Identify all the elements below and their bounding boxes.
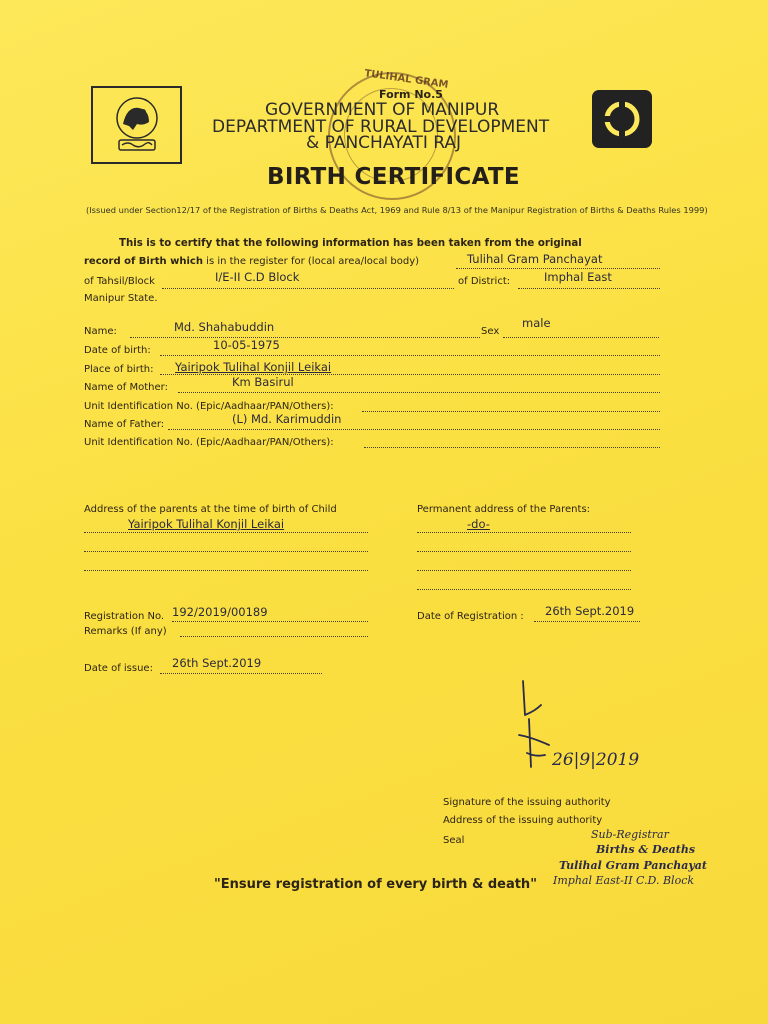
birth-address-line-2 bbox=[84, 551, 368, 552]
pob-label: Place of birth: bbox=[84, 364, 154, 375]
certify-register-text: is in the register for (local area/local body) bbox=[206, 256, 420, 267]
issue-date-label: Date of issue: bbox=[84, 663, 153, 674]
local-body-line bbox=[456, 268, 660, 269]
signature-label: Signature of the issuing authority bbox=[443, 797, 611, 808]
issued-under-note: (Issued under Section12/17 of the Registration of Births & Deaths Act, 1969 and Rule 8/13 of the Manipur Registration of Births & Deaths Rules 1999) bbox=[86, 205, 708, 215]
state-text: Manipur State. bbox=[84, 293, 158, 304]
issue-date-value: 26th Sept.2019 bbox=[172, 656, 262, 670]
sex-label: Sex bbox=[481, 326, 500, 337]
tahsil-value: I/E-II C.D Block bbox=[215, 270, 300, 284]
header-line-2: DEPARTMENT OF RURAL DEVELOPMENT bbox=[212, 117, 550, 137]
permanent-address-line-2 bbox=[417, 551, 631, 552]
mother-value: Km Basirul bbox=[232, 375, 294, 389]
local-body-value: Tulihal Gram Panchayat bbox=[467, 252, 603, 266]
issuing-address-label: Address of the issuing authority bbox=[443, 815, 603, 826]
remarks-line bbox=[180, 636, 368, 637]
rural-development-logo-icon bbox=[592, 90, 652, 148]
father-line bbox=[168, 429, 660, 430]
dob-label: Date of birth: bbox=[84, 345, 151, 356]
certify-line-2 bbox=[84, 256, 419, 267]
district-label: of District: bbox=[458, 276, 511, 287]
mother-line bbox=[178, 392, 660, 393]
pob-value: Yairipok Tulihal Konjil Leikai bbox=[175, 360, 332, 374]
father-label: Name of Father: bbox=[84, 419, 165, 430]
dob-value: 10-05-1975 bbox=[213, 338, 280, 352]
stamp-line-4: Imphal East-II C.D. Block bbox=[553, 874, 695, 887]
dob-line bbox=[160, 355, 660, 356]
permanent-address-line-3 bbox=[417, 570, 631, 571]
registration-date-value: 26th Sept.2019 bbox=[545, 604, 635, 618]
issue-date-line bbox=[160, 673, 322, 674]
permanent-address-line-1 bbox=[417, 532, 631, 533]
registration-no-label: Registration No. bbox=[84, 611, 165, 622]
birth-address-line-1 bbox=[84, 532, 368, 533]
stamp-line-1: Sub-Registrar bbox=[591, 828, 669, 841]
stamp-line-2: Births & Deaths bbox=[596, 843, 696, 856]
birth-address-value: Yairipok Tulihal Konjil Leikai bbox=[128, 517, 285, 531]
certify-line-1: This is to certify that the following information has been taken from the original bbox=[119, 238, 582, 249]
permanent-address-value: -do- bbox=[467, 517, 490, 531]
father-value: (L) Md. Karimuddin bbox=[232, 412, 342, 426]
birth-address-line-3 bbox=[84, 570, 368, 571]
tahsil-line bbox=[162, 288, 454, 289]
header-line-1: GOVERNMENT OF MANIPUR bbox=[265, 100, 500, 120]
name-line bbox=[130, 337, 480, 338]
registration-no-value: 192/2019/00189 bbox=[172, 605, 268, 619]
sex-value: male bbox=[522, 316, 551, 330]
mother-label: Name of Mother: bbox=[84, 382, 168, 393]
registration-no-line bbox=[172, 621, 368, 622]
seal-label: Seal bbox=[443, 835, 465, 846]
name-label: Name: bbox=[84, 326, 117, 337]
permanent-address-line-4 bbox=[417, 589, 631, 590]
district-value: Imphal East bbox=[544, 270, 612, 284]
registration-date-line bbox=[534, 621, 640, 622]
slogan: "Ensure registration of every birth & death" bbox=[214, 877, 537, 892]
registration-date-label: Date of Registration : bbox=[417, 611, 524, 622]
uid-label-2: Unit Identification No. (Epic/Aadhaar/PAN/Others): bbox=[84, 437, 334, 448]
form-number: Form No.5 bbox=[379, 88, 443, 101]
stamp-line-3: Tulihal Gram Panchayat bbox=[559, 859, 707, 872]
remarks-label: Remarks (If any) bbox=[84, 626, 167, 637]
uid-line-2 bbox=[364, 447, 660, 448]
birth-address-label: Address of the parents at the time of birth of Child bbox=[84, 504, 337, 515]
signature-date: 26|9|2019 bbox=[552, 750, 640, 770]
certify-record-bold: record of Birth which bbox=[84, 256, 203, 267]
certificate-title: BIRTH CERTIFICATE bbox=[267, 164, 520, 190]
tahsil-label: of Tahsil/Block bbox=[84, 276, 155, 287]
seal-text: TULIHAL GRAM bbox=[363, 68, 449, 91]
uid-line-1 bbox=[362, 411, 660, 412]
header-line-3: & PANCHAYATI RAJ bbox=[306, 133, 462, 153]
manipur-emblem-icon bbox=[91, 86, 182, 164]
name-value: Md. Shahabuddin bbox=[174, 320, 275, 334]
sex-line bbox=[503, 337, 659, 338]
district-line bbox=[518, 288, 660, 289]
permanent-address-label: Permanent address of the Parents: bbox=[417, 504, 591, 515]
uid-label-1: Unit Identification No. (Epic/Aadhaar/PAN/Others): bbox=[84, 401, 334, 412]
